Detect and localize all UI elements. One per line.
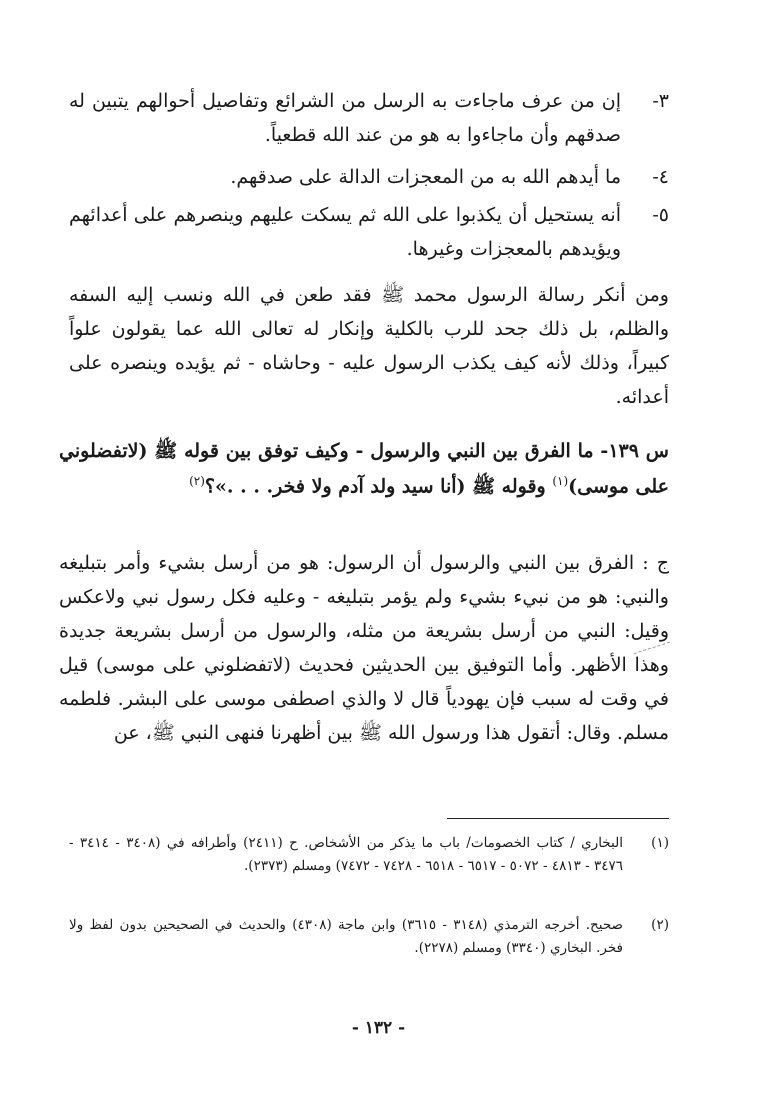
- question-text-part2: وقوله ﷺ (أنا سيد ولد آدم ولا فخر. . . .»؟: [204, 475, 553, 498]
- question-text-part1: ما الفرق بين النبي والرسول - وكيف توفق بين قوله ﷺ (لاتفضلوني على موسى): [59, 440, 669, 498]
- footnote: [69, 914, 669, 960]
- footnote-number: (١): [651, 835, 669, 851]
- pen-mark-icon: [632, 632, 672, 672]
- list-item-number: ٥-: [652, 204, 669, 226]
- answer-label: ج :: [634, 552, 669, 574]
- list-item-text: إن من عرف ماجاءت به الرسل من الشرائع وتفاصيل أحوالهم يتبين له صدقهم وأن ماجاءوا به هو من عند الله قطعياً.: [69, 90, 621, 146]
- footnote-text: صحيح. أخرجه الترمذي (٣١٤٨ - ٣٦١٥) وابن ماجة (٤٣٠٨) والحديث في الصحيحين بدون لفظ ولا فخر. البخاري (٣٣٤٠) ومسلم (٢٢٧٨).: [69, 917, 624, 956]
- question-label: س ١٣٩-: [593, 440, 669, 462]
- body-paragraph: ومن أنكر رسالة الرسول محمد ﷺ فقد طعن في الله ونسب إليه السفه والظلم، بل ذلك جحد للرب بالكلية وإنكار له تعالى الله عما يقولون علواً كبيراً، وذلك لأنه كيف يكذب الرسول عليه - وحاشاه - ثم يؤيده وينصره على أعدائه.: [69, 284, 669, 408]
- list-item-text: ما أيدهم الله به من المعجزات الدالة على صدقهم.: [230, 166, 621, 188]
- page-number: - ١٣٢ -: [351, 1018, 406, 1038]
- answer-paragraph: [59, 546, 669, 750]
- list-item: [69, 198, 669, 266]
- question-heading: [59, 436, 669, 501]
- footnote-number: (٢): [651, 917, 669, 933]
- footnote: [69, 832, 669, 878]
- answer-text: الفرق بين النبي والرسول أن الرسول: هو من أرسل بشيء وأمر بتبليغه والنبي: هو من نبيء بشيء ولم يؤمر بتبليغه - وعليه فكل رسول نبي ولاعكس وقيل: النبي من أرسل بشريعة من مثله، والرسول من أرسل بشريعة جديدة وهذا الأظهر. وأما التوفيق بين الحديثين فحديث (لاتفضلوني على موسى) قيل في وقت له سبب فإن يهودياً قال لا والذي اصطفى موسى على البشر. فلطمه مسلم. وقال: أتقول هذا ورسول الله ﷺ بين أظهرنا فنهى النبي ﷺ، عن: [59, 552, 669, 744]
- footnote-ref-2[interactable]: (٢): [189, 474, 205, 488]
- list-item-text: أنه يستحيل أن يكذبوا على الله ثم يسكت عليهم وينصرهم على أعدائهم ويؤيدهم بالمعجزات وغيرها.: [69, 204, 621, 260]
- footnote-separator: [447, 818, 669, 819]
- list-item: [69, 84, 669, 152]
- footnote-text: البخاري / كتاب الخصومات/ باب ما يذكر من الأشخاص. ح (٢٤١١) وأطرافه في (٣٤٠٨ - ٣٤١٤ - ٣٤٧٦ - ٤٨١٣ - ٥٠٧٢ - ٦٥١٧ - ٦٥١٨ - ٧٤٢٨ - ٧٤٧٢) ومسلم (٢٣٧٣).: [69, 835, 623, 874]
- footnote-ref-1[interactable]: (١): [552, 474, 569, 488]
- list-item: [69, 160, 669, 194]
- list-item-number: ٣-: [652, 90, 669, 112]
- list-item-number: ٤-: [652, 166, 669, 188]
